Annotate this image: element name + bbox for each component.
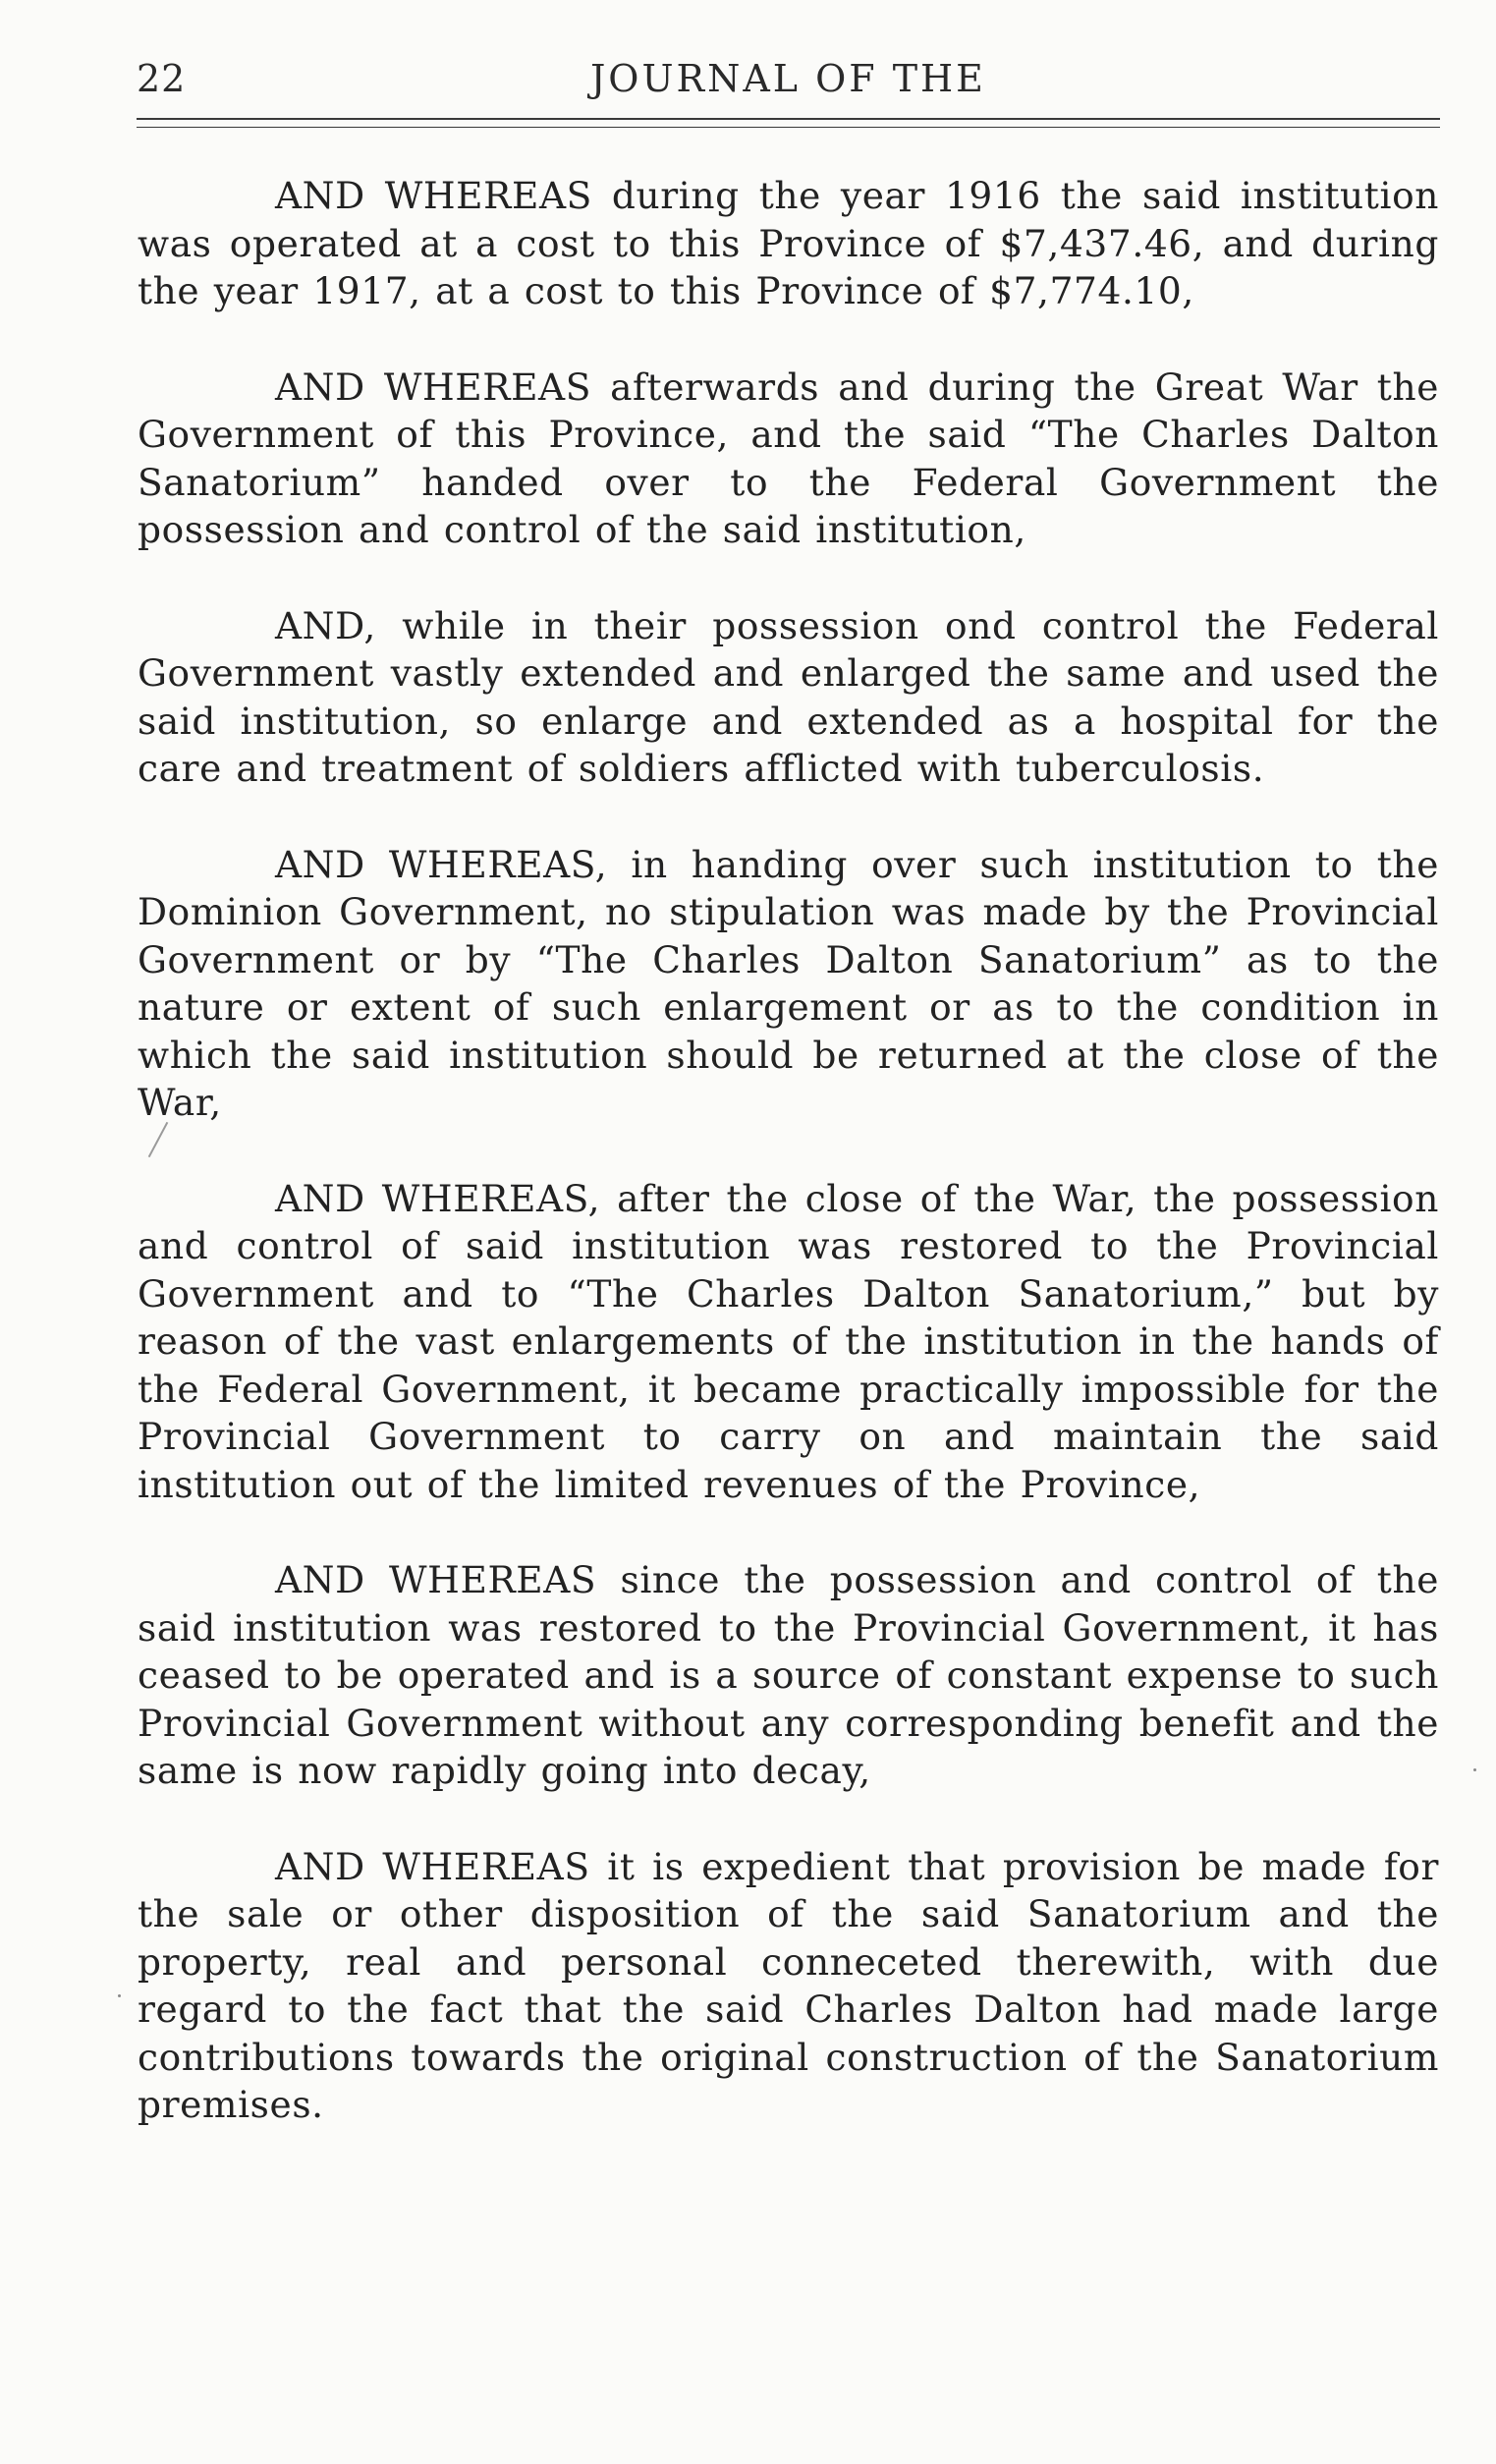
paragraph-federal-control: AND, while in their possession ond control the Federal Government vastly extended and enlarged the same and used the said institution, so enlarge and extended as a hospital for the care and treatment of soldiers afflicted with tuberculosis. [138,603,1439,790]
paragraph-cost: AND WHEREAS during the year 1916 the said institution was operated at a cost to this Province of $7,437.46, and during the year 1917, at a cost to this Province of $7,774.10, [138,174,1439,312]
paragraph-expedient: AND WHEREAS it is expedient that provision be made for the sale or other disposition of the said Sanatorium and the property, real and personal conneceted therewith, with due regard to the fact that the said Charles Dalton had made large contributions towards the original construction of the Sanatorium premises. [138,1844,1439,2126]
paragraph-no-stipulation: AND WHEREAS, in handing over such institution to the Dominion Government, no stipulation was made by the Provincial Government or by “The Charles Dalton Sanatorium” as to the nature or extent of such enlargement or as to the condition in which the said institution should be returned at the close of the War, [138,842,1439,1124]
paragraph-decay: AND WHEREAS since the possession and control of the said institution was restored to the Provincial Government, it has ceased to be operated and is a source of constant expense to such Provincial Government without any corresponding benefit and the same is now rapidly going into decay, [138,1558,1439,1792]
page-number: 22 [137,57,187,100]
journal-body [138,172,1439,2129]
header-rule [137,118,1440,120]
paragraph-handed-over: AND WHEREAS afterwards and during the Great War the Government of this Province, and the said “The Charles Dalton Sanatorium” handed over to the Federal Government the possession and control of the said institution, [138,364,1439,551]
running-head: JOURNAL OF THE [590,57,986,100]
page-header [137,51,1440,110]
paragraph-restored: AND WHEREAS, after the close of the War, the possession and control of said institution was restored to the Provincial Government and to “The Charles Dalton Sanatorium,” but by reason of the vast enlargements of the institution in the hands of the Federal Government, it became practically impossible for the Provincial Government to carry on and maintain the said institution out of the limited revenues of the Province, [138,1176,1439,1506]
paper-speck [1473,1768,1476,1771]
paper-speck [118,1994,121,1997]
header-rule-thin [137,127,1440,128]
